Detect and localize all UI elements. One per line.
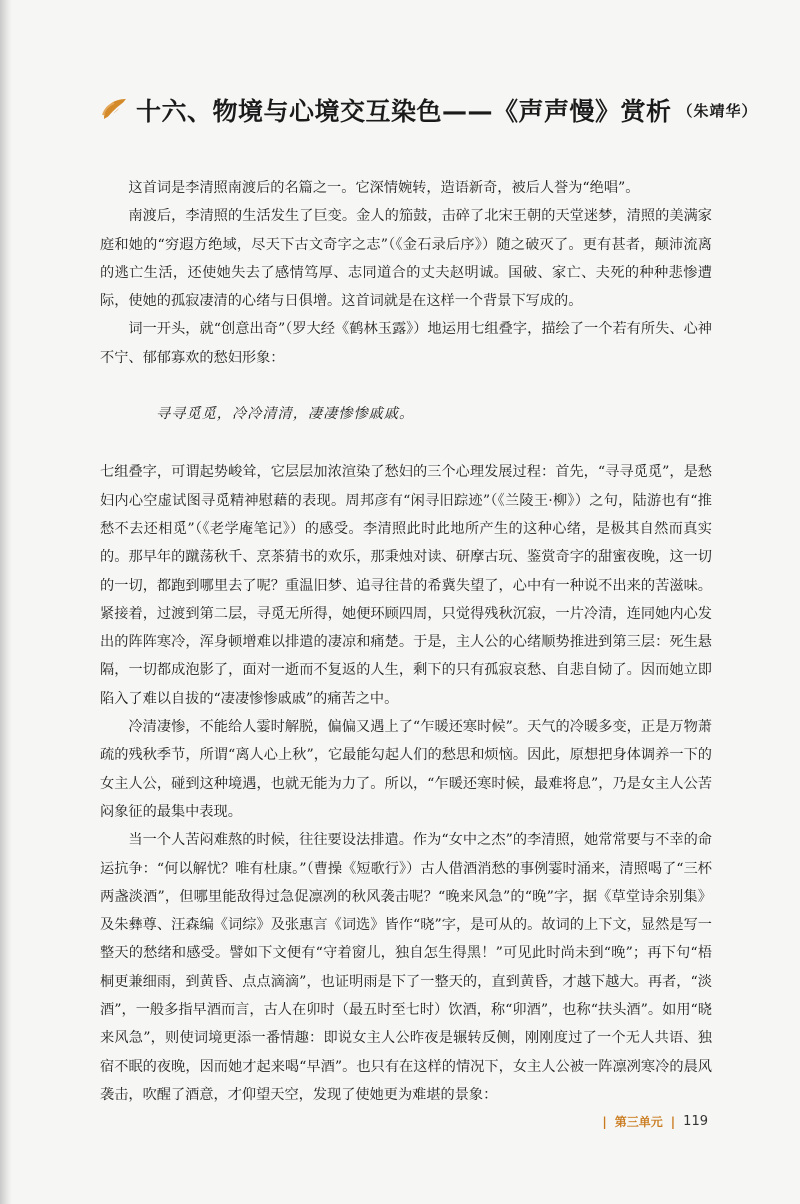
unit-label: 第三单元 xyxy=(614,1115,663,1129)
article-body xyxy=(100,174,712,1109)
page-binding-shadow xyxy=(0,0,12,1204)
section-heading xyxy=(100,92,758,128)
footer-divider: | xyxy=(670,1114,676,1129)
poem-quote: 寻寻觅觅，冷冷清清，凄凄惨惨戚戚。 xyxy=(156,406,415,423)
footer-divider: | xyxy=(602,1114,607,1129)
paragraph-6: 当一个人苦闷难熬的时候，往往要设法排遣。作为“女中之杰”的李清照，她常常要与不幸的命运抗争：“何以解忧？唯有杜康。”（曹操《短歌行》）古人借酒消愁的事例霎时涌来，清照喝了“三杯两盏淡酒”，但哪里能敌得过急促凛冽的秋风袭击呢？“晚来风急”的“晚”字，据《草堂诗余别集》及朱彝尊、汪森编《词综》及张惠言《词选》皆作“晓”字，是可从的。故词的上下文，显然是写一整天的愁绪和感受。譬如下文便有“守着窗儿，独自怎生得黑！”可见此时尚未到“晚”；再下句“梧桐更兼细雨，到黄昏、点点滴滴”，也证明雨是下了一整天的，直到黄昏，才越下越大。再者，“淡酒”，一般多指早酒而言，古人在卯时（最五时至七时）饮酒，称“卯酒”，也称“扶头酒”。如用“晓来风急”，则使词境更添一番情趣：即说女主人公昨夜是辗转反侧，刚刚度过了一个无人共语、独宿不眠的夜晚，因而她才起来喝“早酒”。也只有在这样的情况下，女主人公被一阵凛冽寒冷的晨风袭击，吹醒了酒意，才仰望天空，发现了使她更为难堪的景象： xyxy=(100,832,712,1103)
page-footer xyxy=(602,1113,708,1130)
page-number: 119 xyxy=(683,1114,708,1129)
author-name: （朱靖华） xyxy=(677,101,758,120)
paragraph-3: 词一开头，就“创意出奇”（罗大经《鹤林玉露》）地运用七组叠字，描绘了一个若有所失、心神不宁、郁郁寡欢的愁妇形象： xyxy=(100,321,712,366)
paragraph-4: 七组叠字，可谓起势峻耸，它层层加浓渲染了愁妇的三个心理发展过程：首先，“寻寻觅觅”，是愁妇内心空虚试图寻觅精神慰藉的表现。周邦彦有“闲寻旧踪迹”（《兰陵王·柳》）之句，陆游也有“推愁不去还相觅”（《老学庵笔记》）的感受。李清照此时此地所产生的这种心绪，是极其自然而真实的。那早年的蹴荡秋千、烹茶猜书的欢乐，那秉烛对读、研摩古玩、鉴赏奇字的甜蜜夜晚，这一切的一切，都跑到哪里去了呢？重温旧梦、追寻往昔的希冀失望了，心中有一种说不出来的苦滋味。紧接着，过渡到第二层，寻觅无所得，她便环顾四周，只觉得残秋沉寂，一片冷清，连同她内心发出的阵阵寒冷，浑身顿增难以排遣的凄凉和痛楚。于是，主人公的心绪顺势推进到第三层：死生悬隔，一切都成泡影了，面对一逝而不复返的人生，剩下的只有孤寂哀愁、自悲自恸了。因而她立即陷入了难以自拔的“凄凄惨惨戚戚”的痛苦之中。 xyxy=(100,464,712,707)
paragraph-1: 这首词是李清照南渡后的名篇之一。它深情婉转，造语新奇，被后人誉为“绝唱”。 xyxy=(128,180,640,196)
leaf-swirl-icon xyxy=(100,95,130,125)
paragraph-5: 冷清凄惨，不能给人霎时解脱，偏偏又遇上了“乍暖还寒时候”。天气的冷暖多变，正是万物萧疏的残秋季节，所谓“离人心上秋”，它最能勾起人们的愁思和烦恼。因此，原想把身体调养一下的女主人公，碰到这种境遇，也就无能为力了。所以，“乍暖还寒时候，最难将息”，乃是女主人公苦闷象征的最集中表现。 xyxy=(100,719,712,820)
paragraph-2: 南渡后，李清照的生活发生了巨变。金人的笳鼓，击碎了北宋王朝的天堂迷梦，清照的美满家庭和她的“穷遐方绝域，尽天下古文奇字之志”（《金石录后序》）随之破灭了。更有甚者，颠沛流离的逃亡生活，还使她失去了感情笃厚、志同道合的丈夫赵明诚。国破、家亡、夫死的种种悲惨遭际，使她的孤寂凄清的心绪与日俱增。这首词就是在这样一个背景下写成的。 xyxy=(100,208,712,310)
page-title: 十六、物境与心境交互染色——《声声慢》赏析 xyxy=(136,97,672,126)
